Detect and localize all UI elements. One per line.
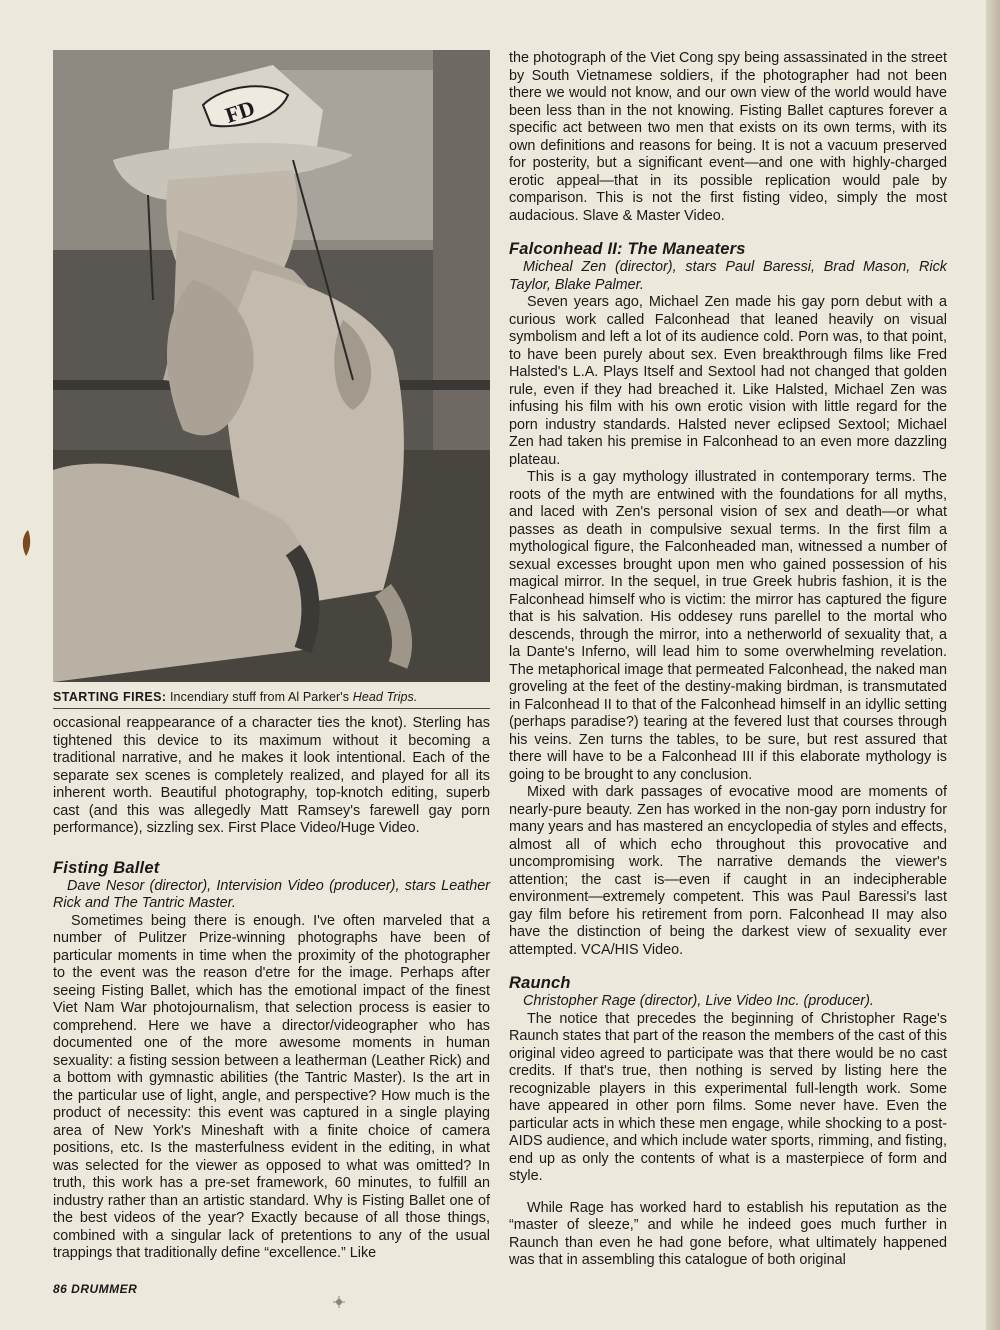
page-edge [986, 0, 1000, 1330]
falconhead-paragraph-2: This is a gay mythology illustrated in contemporary terms. The roots of the myth are entwined with the foundations for all myths, and laced with Zen's personal vision of sex and death—or what passes as death in compulsive sexual terms. In the first film a mythological figure, the Falconheaded man, witnessed a number of sexual excesses brought upon men who gained possession of his magical mirror. In the sequel, in true Greek hubris fashion, it is the Falconhead himself who is victim: the mirror has captured the figure that is his salvation. His oddesey runs parellel to the mortal who descends, through the mirror, into a netherworld of sexuality that, a la Dante's Inferno, will lead him to some overwhelming revelation. The metaphorical image that permeated Falconhead, the naked man groveling at the feet of the destiny-making birdman, is transmutated in Falconhead II to that of the Falconhead himself in an idyllic setting (perhaps paradise?) tearing at the fevered lust that courses through his veins. Zen turns the tables, to be sure, but rest assured that there will have to be a Falconhead III if this elaborate mythology is going to be brought to any conclusion. [509, 469, 947, 783]
raunch-credits: Christopher Rage (director), Live Video Inc. (producer). [523, 993, 874, 1009]
falconhead-paragraph-1: Seven years ago, Michael Zen made his gay porn debut with a curious work called Falconhead that leaned heavily on visual symbolism and left a lot of its audience cold. Porn was, to that point, to have been purely about sex. Even breakthrough films like Fred Halsted's L.A. Plays Itself and Sextool had not changed that golden rule, even if they had breached it. Like Halsted, Michael Zen was infusing his film with his own erotic vision with little regard for the porn industry standards. Halsted never eclipsed Sextool; Michael Zen had taken his premise in Falconhead to an even more dazzling plateau. [509, 294, 947, 468]
fisting-ballet-continued-paragraph: the photograph of the Viet Cong spy being assassinated in the street by South Vietnamese soldiers, if the photographer had not been there we would not know, and our own view of the world would have been less than in the not knowing. Fisting Ballet captures forever a specific act between two men that exists on its own terms, with its own definitions and reasons for being. It is not a vacuum preserved for posterity, but a significant event—and one with highly-charged erotic appeal—that in its possible replication would pale by comparison. This is not the first fisting video, simply the most audacious. Slave & Master Video. [509, 50, 947, 224]
photo-caption [53, 690, 490, 709]
svg-text:FD: FD [222, 95, 258, 128]
heading-fisting-ballet: Fisting Ballet [53, 858, 160, 877]
fisting-ballet-credits: Dave Nesor (director), Intervision Video (producer), stars Leather Rick and The Tantric Master. [53, 877, 490, 911]
left-column [53, 50, 490, 1263]
caption-lead: STARTING FIRES: [53, 690, 167, 704]
falconhead-credits: Micheal Zen (director), stars Paul Baressi, Brad Mason, Rick Taylor, Blake Palmer. [509, 259, 947, 293]
fisting-ballet-paragraph: Sometimes being there is enough. I've often marveled that a number of Pulitzer Prize-winning photographs have been of particular moments in time when the proximity of the photographer to the event was the reason d'etre for the image. Perhaps after seeing Fisting Ballet, which has the emotional impact of the finest Viet Nam War photojournalism, that selection process is easier to comprehend. Here we have a director/videographer who has documented one of the more awesome moments in human sexuality: a fisting session between a leatherman (Leather Rick) and a bottom with gymnastic abilities (the Tantric Master). Is the art in the particular use of light, angle, and perspective? How much is the product of necessity: this event was captured in a single playing area of New York's Mineshaft with a finite choice of camera positions, etc. Is the masterfulness evident in the editing, in what was selected for the viewer as opposed to what was omitted? In truth, this work has a pre-set framework, 60 minutes, to fulfill an industry rather than an artistic standard. Why is Fisting Ballet one of the best videos of the year? Exactly because of all those things, combined with a singular lack of pretentions to any of the usual trappings that traditionally define “excellence.” Like [53, 912, 490, 1261]
photo-illustration [53, 50, 490, 682]
ink-mark [18, 528, 38, 558]
caption-text: Incendiary stuff from Al Parker's [166, 690, 353, 704]
right-column [509, 50, 947, 1270]
page-folio: 86 DRUMMER [53, 1282, 138, 1296]
raunch-paragraph-2: While Rage has worked hard to establish his reputation as the “master of sleeze,” and while he indeed goes much further in Raunch than even he had gone before, what ultimately happened was that in assembling this catalogue of both original [509, 1199, 947, 1268]
falconhead-paragraph-3: Mixed with dark passages of evocative mood are moments of nearly-pure beauty. Zen has worked in the non-gay porn industry for many years and has mastered an encyclopedia of styles and effects, almost all of which echo throughout this provocative and uncompromising work. The narrative demands the viewer's attention; the cast is—even if caught in an indecipherable environment—extremely competent. This was Paul Baressi's last gay film before his retirement from porn. Falconhead II may also have the distinction of being the darkest view of sexuality ever attempted. VCA/HIS Video. [509, 784, 947, 958]
article-continued-paragraph: occasional reappearance of a character ties the knot). Sterling has tightened this device to its maximum without it becoming a traditional narrative, and he makes it look intentional. Each of the separate sex scenes is completely realized, and played for all its inherent worth. Beautiful photography, top-knotch editing, superb cast (and this was allegedly Matt Ramsey's farewell gay porn performance), sizzling sex. First Place Video/Huge Video. [53, 715, 490, 836]
photo-fireman [53, 50, 490, 682]
caption-title: Head Trips. [352, 690, 418, 704]
heading-falconhead-ii: Falconhead II: The Maneaters [509, 240, 746, 258]
printer-mark-icon [333, 1296, 345, 1308]
heading-raunch: Raunch [509, 974, 571, 992]
raunch-paragraph-1: The notice that precedes the beginning of Christopher Rage's Raunch states that part of the reason the members of the cast of this original video agreed to participate was that there would be no cast credits. If that's true, then nothing is served by listing here the recognizable players in this experimental full-length work. Some have appeared in other porn films. Some never have. Even the particular acts in which these men engage, while shocking to a post-AIDS audience, and which include water sports, rimming, and fisting, end up as only the contents of what is a masterpiece of form and style. [509, 1010, 947, 1184]
